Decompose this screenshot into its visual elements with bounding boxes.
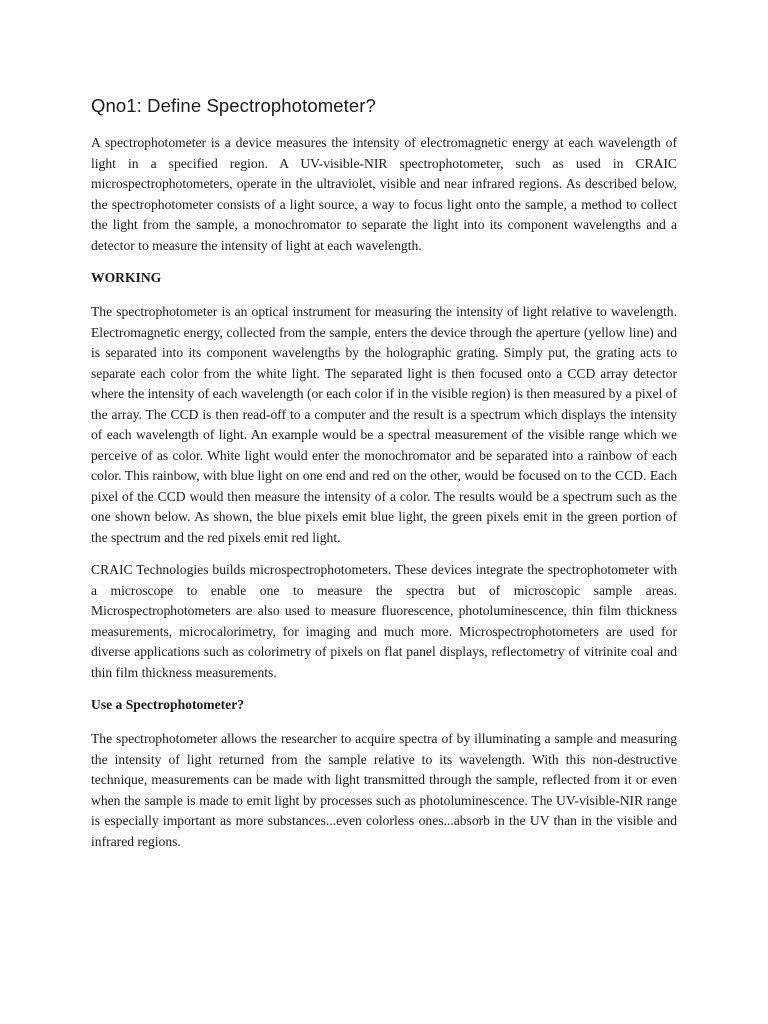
document-body [91, 95, 677, 864]
paragraph-use: The spectrophotometer allows the researcher to acquire spectra of by illuminating a sample and measuring the intensity of light returned from the sample relative to its wavelength. With this non-destructive technique, measurements can be made with light transmitted through the sample, reflected from it or even when the sample is made to emit light by processes such as photoluminescence. The UV-visible-NIR range is especially important as more substances...even colorless ones...absorb in the UV than in the visible and infrared regions. [91, 731, 677, 849]
section-heading-working: WORKING [91, 270, 162, 285]
page-title: Qno1: Define Spectrophotometer? [91, 95, 376, 116]
paragraph-craic: CRAIC Technologies builds microspectrophotometers. These devices integrate the spectrophotometer with a microscope to enable one to measure the spectra but of microscopic sample areas. Microspectrophotometers are also used to measure fluorescence, photoluminescence, thin film thickness measurements, microcalorimetry, for imaging and much more. Microspectrophotometers are used for diverse applications such as colorimetry of pixels on flat panel displays, reflectometry of vitrinite coal and thin film thickness measurements. [91, 562, 677, 680]
paragraph-definition: A spectrophotometer is a device measures the intensity of electromagnetic energy at each wavelength of light in a specified region. A UV-visible-NIR spectrophotometer, such as used in CRAIC microspectrophotometers, operate in the ultraviolet, visible and near infrared regions. As described below, the spectrophotometer consists of a light source, a way to focus light onto the sample, a method to collect the light from the sample, a monochromator to separate the light into its component wavelengths and a detector to measure the intensity of light at each wavelength. [91, 135, 677, 253]
paragraph-working: The spectrophotometer is an optical instrument for measuring the intensity of light relative to wavelength. Electromagnetic energy, collected from the sample, enters the device through the aperture (yellow line) and is separated into its component wavelengths by the holographic grating. Simply put, the grating acts to separate each color from the white light. The separated light is then focused onto a CCD array detector where the intensity of each wavelength (or each color if in the visible region) is then measured by a pixel of the array. The CCD is then read-off to a computer and the result is a spectrum which displays the intensity of each wavelength of light. An example would be a spectral measurement of the visible range which we perceive of as color. White light would enter the monochromator and be separated into a rainbow of each color. This rainbow, with blue light on one end and red on the other, would be focused on to the CCD. Each pixel of the CCD would then measure the intensity of a color. The results would be a spectrum such as the one shown below. As shown, the blue pixels emit blue light, the green pixels emit in the green portion of the spectrum and the red pixels emit red light. [91, 304, 677, 545]
section-heading-use: Use a Spectrophotometer? [91, 697, 245, 712]
